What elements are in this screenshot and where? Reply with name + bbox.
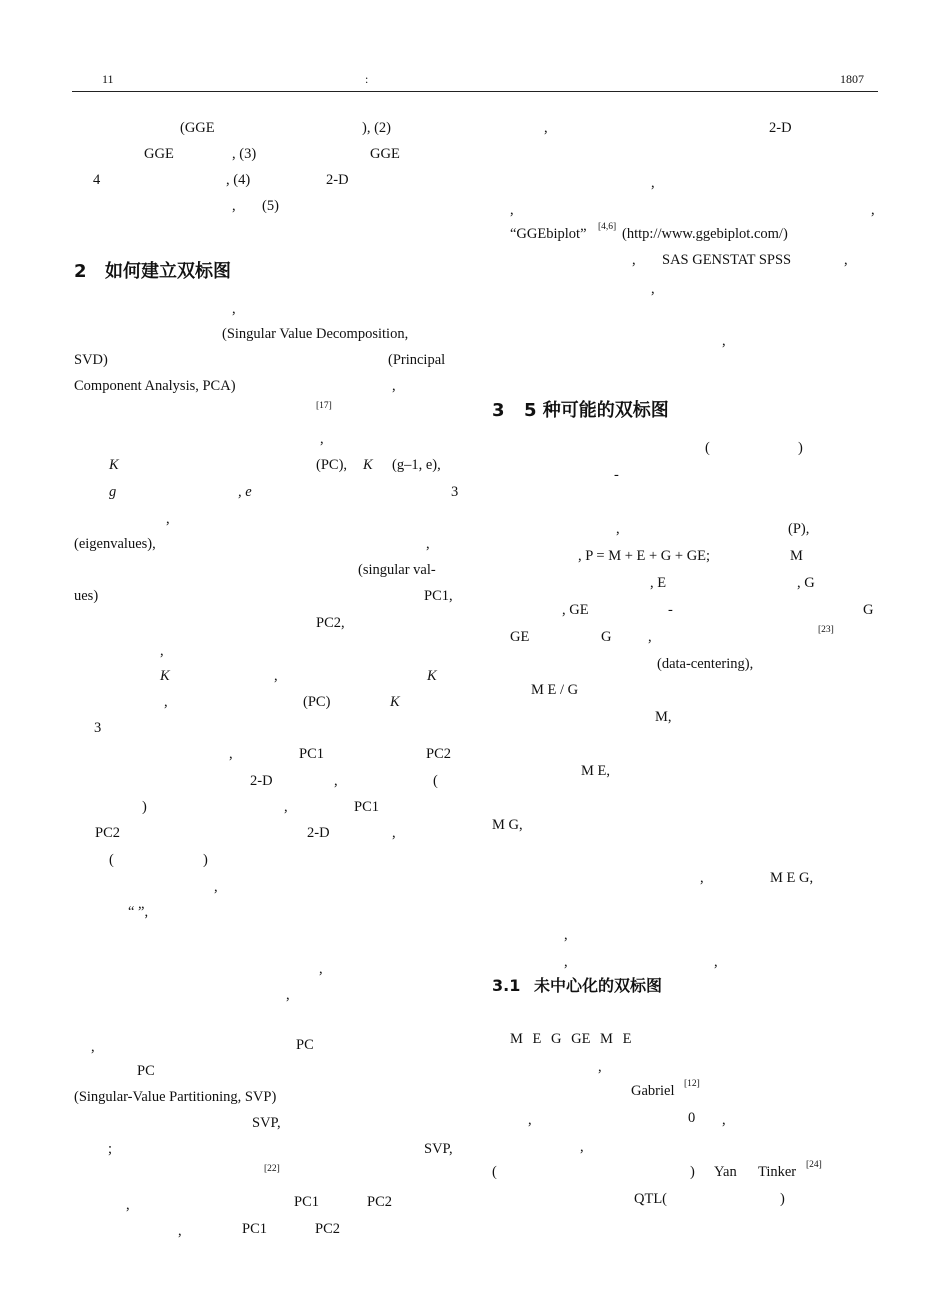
citation: [12] — [684, 1079, 700, 1089]
text-fragment: , — [580, 1139, 584, 1155]
text-fragment: SVD) — [74, 352, 108, 368]
text-fragment: (http://www.ggebiplot.com/) — [622, 226, 788, 242]
text-fragment: SVP, — [252, 1115, 281, 1131]
text-fragment: (PC), — [316, 457, 348, 473]
text-fragment: 2-D — [250, 773, 273, 789]
text-fragment: PC1 — [354, 799, 379, 815]
text-fragment: , — [632, 252, 636, 268]
text-fragment: , — [232, 301, 236, 317]
symbol: K — [427, 668, 437, 684]
page-number: 1807 — [840, 72, 864, 86]
header-title: : — [365, 72, 369, 86]
text-fragment: 3 — [451, 484, 459, 500]
text-fragment: , — [334, 773, 338, 789]
text-fragment: 4 — [93, 172, 101, 188]
symbol: g — [109, 484, 117, 500]
text-fragment: , — [510, 202, 514, 218]
text-fragment: “GGEbiplot” — [510, 226, 587, 242]
text-fragment: , — [700, 870, 704, 886]
text-fragment: , — [274, 668, 278, 684]
text-fragment: 2-D — [307, 825, 330, 841]
text-fragment: , (4) — [226, 172, 251, 188]
text-fragment: , — [564, 927, 568, 943]
text-fragment: , — [528, 1112, 532, 1128]
text-fragment: (GGE — [180, 120, 215, 136]
text-fragment: GGE — [144, 146, 174, 162]
text-fragment: PC1 — [299, 746, 324, 762]
text-fragment: PC2 — [426, 746, 451, 762]
volume-number: 11 — [102, 72, 114, 86]
text-fragment: QTL( — [634, 1191, 668, 1207]
text-fragment: ) — [798, 440, 803, 456]
citation: [22] — [264, 1164, 280, 1174]
text-fragment: G — [863, 602, 874, 618]
text-fragment: ues) — [74, 588, 99, 604]
symbol: K — [390, 694, 400, 710]
text-fragment: PC1, — [424, 588, 453, 604]
text-fragment: , — [286, 987, 290, 1003]
subsection-number: 3.1 — [492, 976, 521, 995]
text-fragment: , — [214, 879, 218, 895]
text-fragment: M E, — [581, 763, 610, 779]
text-fragment: , — [722, 1112, 726, 1128]
text-fragment: ( — [705, 440, 710, 456]
text-fragment: , — [651, 281, 655, 297]
text-fragment: SVP, — [424, 1141, 453, 1157]
text-fragment: , — [392, 378, 396, 394]
text-fragment: (P), — [788, 521, 810, 537]
text-fragment: ), (2) — [362, 120, 391, 136]
text-fragment: SAS GENSTAT SPSS — [662, 252, 792, 268]
symbol: , e — [238, 484, 252, 500]
text-fragment: 2-D — [769, 120, 792, 136]
text-fragment: , — [319, 961, 323, 977]
text-fragment: PC1 — [294, 1194, 319, 1210]
text-fragment: (Principal — [388, 352, 446, 368]
text-fragment: , — [320, 431, 324, 447]
text-fragment: ) — [142, 799, 147, 815]
header-rule — [72, 91, 878, 92]
citation: [4,6] — [598, 222, 617, 232]
text-fragment: ( — [433, 773, 438, 789]
text-fragment: (Singular Value Decomposition, — [222, 326, 409, 342]
text-fragment: , — [564, 954, 568, 970]
text-fragment: PC — [296, 1037, 314, 1053]
text-fragment: , — [714, 954, 718, 970]
text-fragment: G — [601, 629, 612, 645]
text-fragment: PC2, — [316, 615, 345, 631]
symbol: K — [363, 457, 373, 473]
text-fragment: GE — [510, 629, 530, 645]
text-fragment: , — [160, 643, 164, 659]
text-fragment: 2-D — [326, 172, 349, 188]
text-fragment: , — [178, 1223, 182, 1239]
text-fragment: M, — [655, 709, 672, 725]
section-heading: 如何建立双标图 — [105, 261, 231, 282]
text-fragment: , E — [650, 575, 667, 591]
section-number: 3 — [492, 400, 505, 421]
text-fragment: , — [126, 1197, 130, 1213]
text-fragment: GGE — [370, 146, 400, 162]
text-fragment: , — [648, 629, 652, 645]
text-fragment: (data-centering), — [657, 656, 754, 672]
text-fragment: Yan — [714, 1164, 737, 1180]
text-fragment: , — [544, 120, 548, 136]
text-fragment: , — [722, 333, 726, 349]
text-fragment: , — [871, 202, 875, 218]
text-fragment: M — [790, 548, 803, 564]
text-fragment: ; — [108, 1141, 113, 1157]
text-fragment: Component Analysis, PCA) — [74, 378, 236, 394]
text-fragment: , — [426, 536, 430, 552]
text-fragment: ( — [109, 852, 114, 868]
text-fragment: ) — [690, 1164, 695, 1180]
text-fragment: , — [91, 1039, 95, 1055]
text-fragment: “ ”, — [128, 904, 149, 920]
text-fragment: (singular val- — [358, 562, 436, 578]
section-heading: 5 种可能的双标图 — [524, 400, 669, 421]
text-fragment: , G — [797, 575, 815, 591]
text-fragment: , — [232, 198, 236, 214]
text-fragment: PC1 — [242, 1221, 267, 1237]
text-fragment: , — [166, 511, 170, 527]
text-fragment: (Singular-Value Partitioning, SVP) — [74, 1089, 277, 1105]
text-fragment: - — [668, 602, 673, 618]
text-fragment: 3 — [94, 720, 102, 736]
citation: [17] — [316, 401, 332, 411]
text-fragment: , — [844, 252, 848, 268]
text-fragment: M G, — [492, 817, 523, 833]
text-fragment: , — [598, 1059, 602, 1075]
symbol: K — [160, 668, 170, 684]
text-fragment: ) — [780, 1191, 785, 1207]
citation: [24] — [806, 1160, 822, 1170]
text-fragment: ( — [492, 1164, 497, 1180]
text-fragment: , — [392, 825, 396, 841]
text-fragment: - — [614, 467, 619, 483]
text-fragment: , — [284, 799, 288, 815]
text-fragment: , (3) — [232, 146, 257, 162]
text-fragment: Gabriel — [631, 1083, 675, 1099]
text-fragment: , — [229, 746, 233, 762]
text-fragment: (eigenvalues), — [74, 536, 156, 552]
text-fragment: (g–1, e), — [392, 457, 441, 473]
text-fragment: M E / G — [531, 682, 579, 698]
text-fragment: , GE — [562, 602, 589, 618]
text-fragment: M E G GE M E — [510, 1031, 632, 1047]
text-fragment: PC2 — [367, 1194, 392, 1210]
equation: , P = M + E + G + GE; — [578, 548, 711, 564]
text-fragment: PC2 — [95, 825, 120, 841]
subsection-heading: 未中心化的双标图 — [534, 976, 663, 995]
text-fragment: , — [164, 694, 168, 710]
text-fragment: M E G, — [770, 870, 814, 886]
text-fragment: Tinker — [758, 1164, 797, 1180]
text-fragment: PC — [137, 1063, 155, 1079]
text-fragment: 0 — [688, 1110, 696, 1126]
symbol: K — [109, 457, 119, 473]
text-fragment: , — [651, 175, 655, 191]
text-fragment: (5) — [262, 198, 279, 214]
text-fragment: (PC) — [303, 694, 331, 710]
text-fragment: PC2 — [315, 1221, 340, 1237]
text-fragment: , — [616, 521, 620, 537]
citation: [23] — [818, 625, 834, 635]
section-number: 2 — [74, 261, 87, 282]
text-fragment: ) — [203, 852, 208, 868]
